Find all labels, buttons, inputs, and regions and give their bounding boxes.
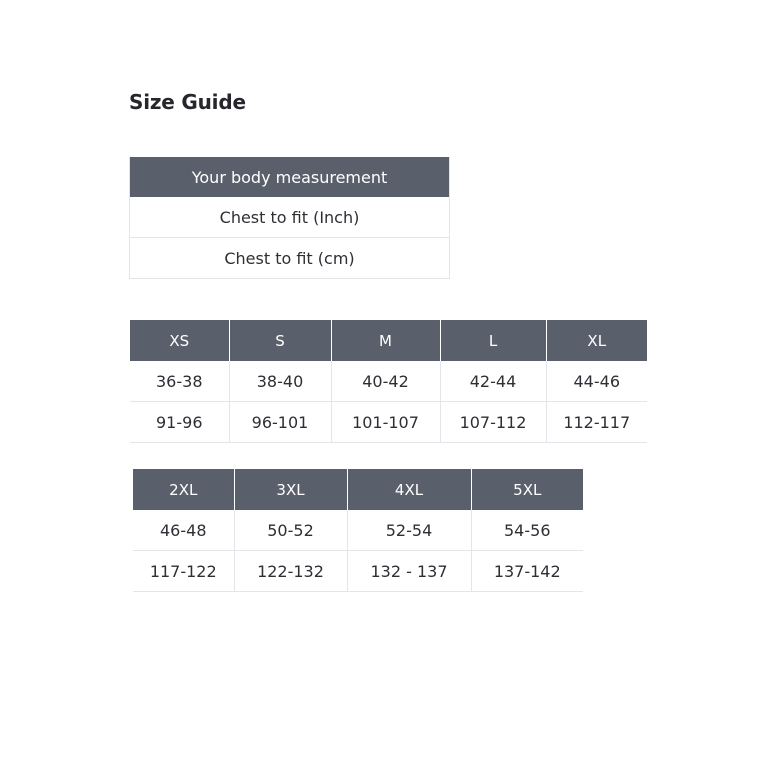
size-cell: 44-46	[546, 361, 647, 402]
size-header-xl: XL	[546, 320, 647, 361]
measurement-label-inch: Chest to fit (Inch)	[130, 197, 450, 238]
size-header-m: M	[331, 320, 440, 361]
table-header-row	[133, 469, 583, 510]
table-header-row	[130, 320, 647, 361]
size-cell: 54-56	[471, 510, 583, 551]
table-row	[130, 238, 450, 279]
size-cell: 96-101	[229, 402, 331, 443]
table-row-cm	[130, 402, 647, 443]
size-table-1	[130, 320, 647, 443]
size-cell: 52-54	[347, 510, 471, 551]
size-cell: 42-44	[440, 361, 546, 402]
measurement-header: Your body measurement	[130, 157, 450, 197]
size-header-xs: XS	[130, 320, 229, 361]
size-header-s: S	[229, 320, 331, 361]
size-header-4xl: 4XL	[347, 469, 471, 510]
size-cell: 40-42	[331, 361, 440, 402]
size-cell: 107-112	[440, 402, 546, 443]
size-cell: 101-107	[331, 402, 440, 443]
table-header-row	[130, 157, 450, 197]
measurement-label-cm: Chest to fit (cm)	[130, 238, 450, 279]
size-cell: 46-48	[133, 510, 234, 551]
page-title: Size Guide	[129, 90, 246, 114]
size-table-2	[133, 469, 583, 592]
table-row-cm	[133, 551, 583, 592]
size-header-3xl: 3XL	[234, 469, 347, 510]
size-cell: 112-117	[546, 402, 647, 443]
size-cell: 137-142	[471, 551, 583, 592]
size-cell: 50-52	[234, 510, 347, 551]
size-cell: 91-96	[130, 402, 229, 443]
table-row-inch	[130, 361, 647, 402]
size-cell: 36-38	[130, 361, 229, 402]
size-cell: 117-122	[133, 551, 234, 592]
size-header-2xl: 2XL	[133, 469, 234, 510]
size-cell: 132 - 137	[347, 551, 471, 592]
table-row-inch	[133, 510, 583, 551]
size-header-5xl: 5XL	[471, 469, 583, 510]
measurement-table	[129, 157, 450, 279]
size-cell: 122-132	[234, 551, 347, 592]
table-row	[130, 197, 450, 238]
size-cell: 38-40	[229, 361, 331, 402]
size-header-l: L	[440, 320, 546, 361]
